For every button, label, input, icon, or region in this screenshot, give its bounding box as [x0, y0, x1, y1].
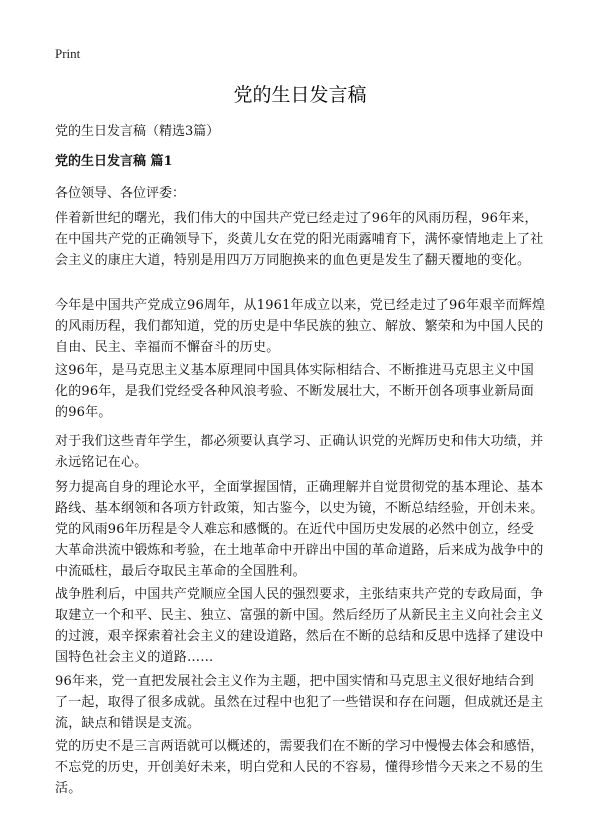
body-paragraph-7: 96年来，党一直把发展社会主义作为主题，把中国实情和马克思主义很好地结合到了一起，取得了很多成就。虽然在过程中也犯了一些错误和存在问题，但成就还是主流，缺点和错误是支流。	[55, 674, 544, 731]
body-paragraph-8: 党的历史不是三言两语就可以概述的，需要我们在不断的学习中慢慢去体会和感悟，不忘党的历史，开创美好未来，明白党和人民的不容易，懂得珍惜今天来之不易的生活。	[55, 739, 544, 796]
document-subtitle: 党的生日发言稿（精选3篇）	[55, 124, 220, 139]
body-paragraph-4: 对于我们这些青年学生，都必须要认真学习、正确认识党的光辉历史和伟大功绩，并永远铭记在心。	[55, 434, 544, 470]
greeting-line: 各位领导、各位评委：	[55, 186, 186, 201]
section-heading: 党的生日发言稿 篇1	[55, 154, 173, 169]
body-paragraph-2: 今年是中国共产党成立96周年，从1961年成立以来，党已经走过了96年艰辛而辉煌的风雨历程，我们都知道，党的历史是中华民族的独立、解放、繁荣和为中国人民的自由、民主、幸福而不懈奋斗的历史。	[55, 298, 546, 355]
body-paragraph-6: 战争胜利后，中国共产党顺应全国人民的强烈要求，主张结束共产党的专政局面，争取建立一个和平、民主、独立、富强的新中国。然后经历了从新民主主义向社会主义的过渡，艰辛探索着社会主义的建设道路，然后在不断的总结和反思中选择了建设中国特色社会主义的道路……	[55, 587, 544, 665]
body-paragraph-5: 努力提高自身的理论水平，全面掌握国情，正确理解并自觉贯彻党的基本理论、基本路线、基本纲领和各项方针政策，知古鉴今，以史为镜，不断总结经验，开创未来。党的风雨96年历程是令人难忘和感慨的。在近代中国历史发展的必然中创立，经受大革命洪流中锻炼和考验，在土地革命中开辟出中国的革命道路，后来成为战争中的中流砥柱，最后夺取民主革命的全国胜利。	[55, 480, 544, 579]
document-title: 党的生日发言稿	[233, 84, 367, 106]
print-label: Print	[55, 46, 81, 61]
body-paragraph-3: 这96年，是马克思主义基本原理同中国具体实际相结合、不断推进马克思主义中国化的96年，是我们党经受各种风浪考验、不断发展壮大，不断开创各项事业新局面的96年。	[55, 363, 534, 420]
body-paragraph-1: 伴着新世纪的曙光，我们伟大的中国共产党已经走过了96年的风雨历程，96年来，在中国共产党的正确领导下，炎黄儿女在党的阳光雨露哺育下，满怀豪情地走上了社会主义的康庄大道，特别是用四万万同胞换来的血色更是发生了翻天覆地的变化。	[55, 211, 544, 268]
